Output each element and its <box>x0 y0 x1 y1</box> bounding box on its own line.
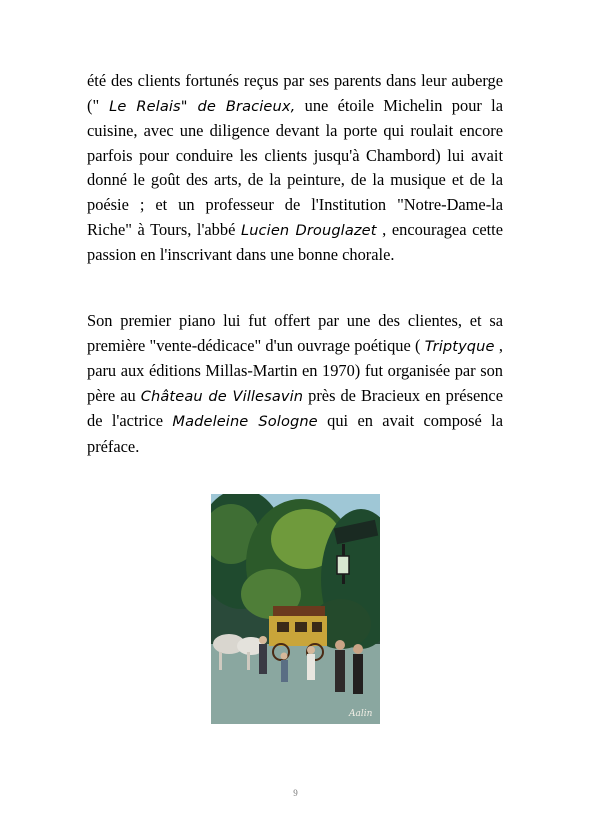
photo-person-4-head <box>353 644 363 654</box>
paragraph-2-text-a: Son premier piano lui fut offert par une des clientes, et sa première "vente-dédicace" d'un ouvrage poétique ( <box>87 311 503 355</box>
paragraph-2-text-d: qui en avait composé la préface. <box>87 411 503 456</box>
photo-coach-window-1 <box>277 622 289 632</box>
photo-person-5-head <box>281 653 288 660</box>
paragraph-2-italic-triptyque: Triptyque <box>424 337 495 355</box>
paragraph-2-text-b: , paru aux éditions Millas-Martin en 1970) fut organisée par son père au <box>87 335 503 405</box>
photo-coach-roof <box>273 606 325 616</box>
paragraph-1-italic-name: Lucien Drouglazet <box>240 221 377 239</box>
diligence-photo-illustration <box>211 494 380 724</box>
paragraph-2-italic-chateau: Château de Villesavin <box>140 387 304 405</box>
photo-horse-1-legs <box>219 652 222 670</box>
photo-person-2 <box>307 654 315 680</box>
paragraph-1-text-c: , encouragea cette passion en l'inscrivant dans une bonne chorale. <box>87 219 504 265</box>
diligence-photo <box>211 494 380 724</box>
photo-person-1 <box>259 644 267 674</box>
photo-person-4 <box>353 654 363 694</box>
photo-coach-window-3 <box>312 622 322 632</box>
paragraph-2-text-c: près de Bracieux en présence de l'actrice <box>87 385 503 431</box>
photo-coach-window-2 <box>295 622 307 632</box>
paragraph-1-text-b: une étoile Michelin pour la cuisine, avec une diligence devant la porte qui roulait encore parfois pour conduire les clients jusqu'à Chambord) lui avait donné le goût des arts, de la peinture, de la musique et de la poésie ; et un professeur de l'Institution "Notre-Dame-la Riche" à Tours, l'abbé <box>87 95 503 239</box>
paragraph-2 <box>87 309 503 460</box>
photo-person-3 <box>335 650 345 692</box>
photo-signature: Aalin <box>349 709 373 719</box>
paragraph-1-text-a: été des clients fortunés reçus par ses parents dans leur auberge (" <box>87 71 503 115</box>
paragraph-2-italic-actress: Madeleine Sologne <box>172 413 318 431</box>
page-number: 9 <box>293 788 298 798</box>
photo-person-5 <box>281 660 288 682</box>
photo-person-2-head <box>307 646 315 654</box>
photo-person-3-head <box>335 640 345 650</box>
paragraph-1-italic-relais: Le Relais" de Bracieux, <box>99 97 296 115</box>
photo-person-1-head <box>259 636 267 644</box>
paragraph-1 <box>87 69 503 268</box>
photo-lamp <box>337 556 349 574</box>
photo-horse-2-legs <box>247 652 250 670</box>
